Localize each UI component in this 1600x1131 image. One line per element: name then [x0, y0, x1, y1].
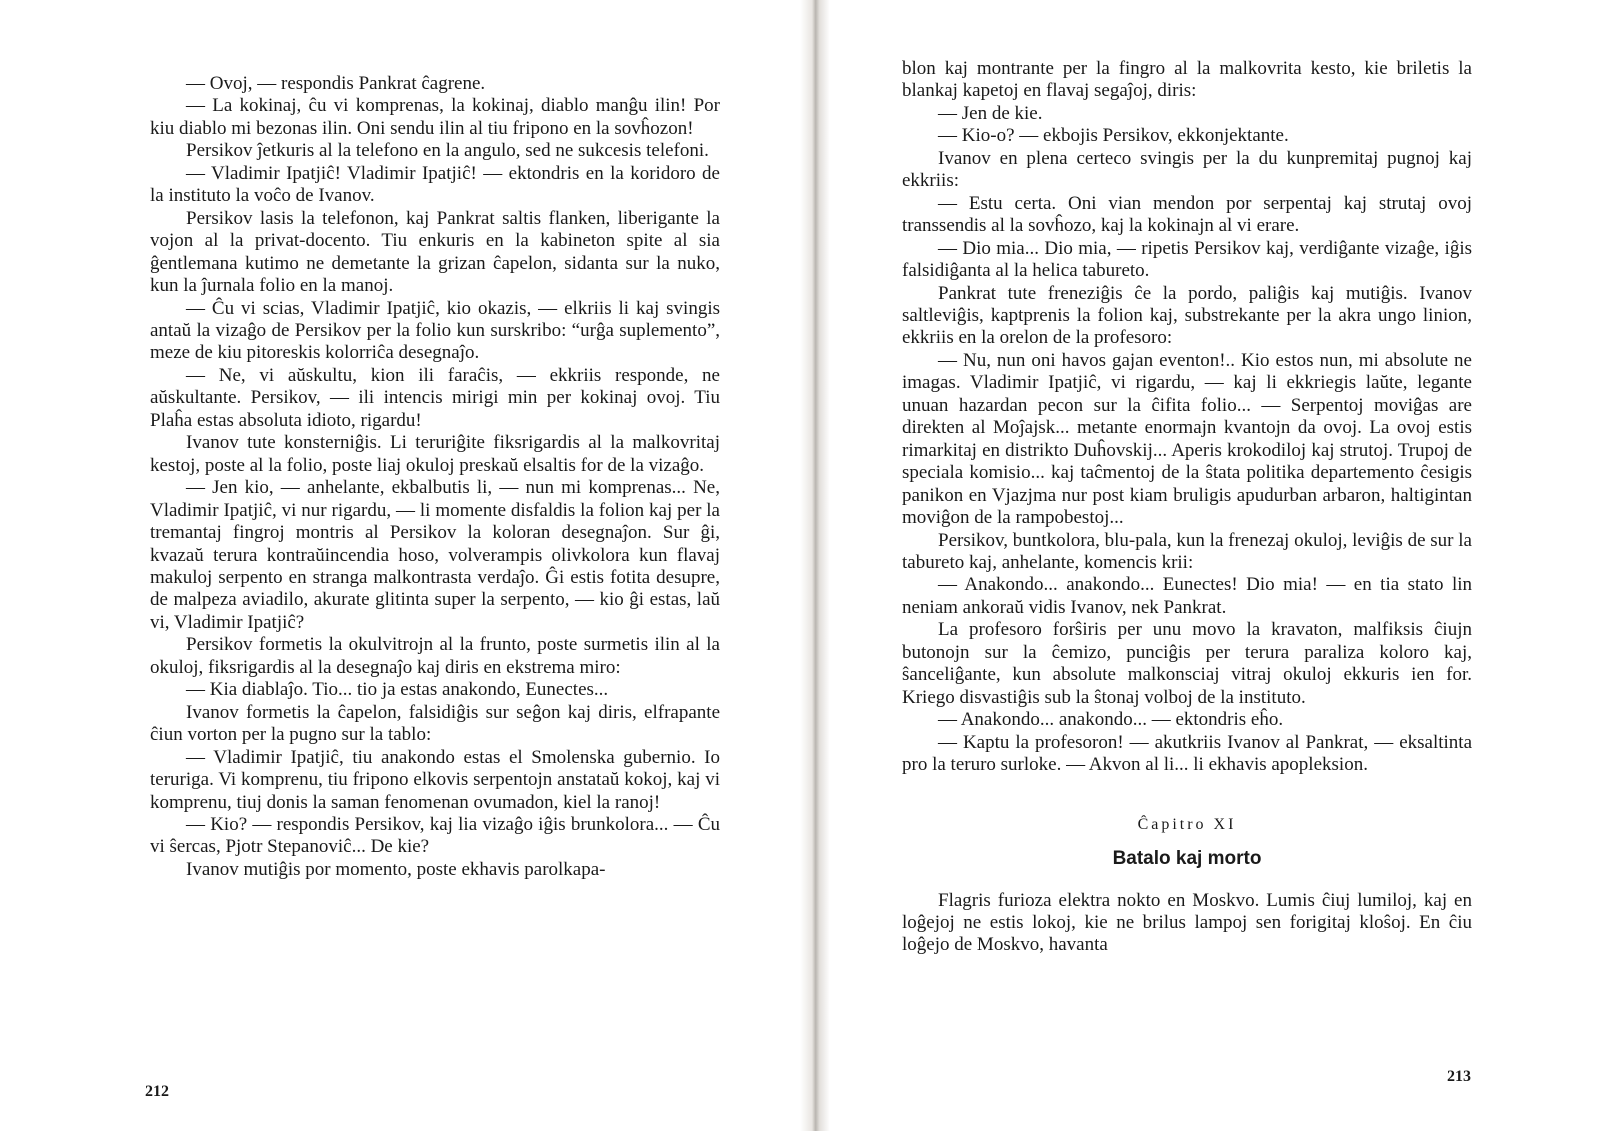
left-page-text: [150, 73, 720, 881]
right-page-text: [902, 58, 1472, 957]
paragraph: — Vladimir Ipatjiĉ! Vladimir Ipatjiĉ! — ektondris en la koridoro de la instituto la voĉo de Ivanov.: [150, 162, 720, 207]
paragraph: Persikov ĵetkuris al la telefono en la angulo, sed ne sukcesis telefoni.: [186, 140, 709, 162]
paragraph: Pankrat tute freneziĝis ĉe la pordo, paliĝis kaj mutiĝis. Ivanov saltleviĝis, kaptprenis la folion kaj, substrekante per la akra ungo linion, ekkriis en la orelon de la profesoro:: [902, 282, 1472, 349]
paragraph: blon kaj montrante per la fingro al la malkovrita kesto, kie briletis la blankaj kapetoj en flavaj segaĵoj, diris:: [902, 58, 1472, 102]
paragraph: — Dio mia... Dio mia, — ripetis Persikov kaj, verdiĝante vizaĝe, iĝis falsidiĝanta al la helica tabureto.: [902, 237, 1472, 282]
paragraph: Ivanov tute konsterniĝis. Li teruriĝite fiksrigardis al la malkovritaj kestoj, poste al la folio, poste liaj okuloj preskaŭ elsaltis for de la vizaĝo.: [150, 432, 720, 476]
paragraph: Flagris furioza elektra nokto en Moskvo. Lumis ĉiuj lumiloj, kaj en loĝejoj ne estis lokoj, kie ne brilus lampoj sen forigitaj kloŝoj. En ĉiu loĝejo de Moskvo, havanta: [902, 889, 1472, 956]
book-gutter: [800, 0, 830, 1131]
paragraph: — Kio-o? — ekbojis Persikov, ekkonjektante.: [938, 125, 1289, 147]
paragraph: — Ovoj, — respondis Pankrat ĉagrene.: [186, 73, 486, 94]
paragraph: — Kio? — respondis Persikov, kaj lia vizaĝo iĝis brunkolora... — Ĉu vi ŝercas, Pjotr Stepanoviĉ... De kie?: [150, 813, 720, 858]
paragraph: — Kia diablaĵo. Tio... tio ja estas anakondo, Eunectes...: [186, 679, 609, 701]
paragraph: — Kaptu la profesoron! — akutkriis Ivanov al Pankrat, — eksaltinta pro la teruro surloke. — Akvon al li... li ekhavis apopleksion.: [902, 731, 1472, 776]
paragraph: Persikov, buntkolora, blu-pala, kun la frenezaj okuloj, leviĝis de sur la tabureto kaj, anhelante, komencis krii:: [902, 529, 1472, 573]
paragraph: — Ĉu vi scias, Vladimir Ipatjiĉ, kio okazis, — elkriis li kaj svingis antaŭ la vizaĝo de Persikov per la folio kun surskribo: “urĝa suplemento”, meze de kiu pitoreskis kolorriĉa desegnaĵo.: [150, 297, 720, 364]
paragraph: Ivanov en plena certeco svingis per la du kunpremitaj pugnoj kaj ekkriis:: [902, 147, 1472, 192]
paragraph: — Ne, vi aŭskultu, kion ili faraĉis, — ekkriis responde, ne aŭskultante. Persikov, — ili intencis mirigi min per kokinaj ovoj. Tiu Plaĥa estas absoluta idioto, rigardu!: [150, 364, 720, 431]
paragraph: — Anakondo... anakondo... — ektondris eĥo.: [938, 709, 1284, 731]
chapter-spacer: [902, 871, 1472, 890]
chapter-title: Batalo kaj morto: [1112, 847, 1262, 869]
paragraph: Persikov formetis la okulvitrojn al la frunto, poste surmetis ilin al la okuloj, fiksrigardis al la desegnaĵo kaj diris en ekstrema miro:: [150, 634, 720, 678]
paragraph: Ivanov mutiĝis por momento, poste ekhavis parolkapa-: [186, 858, 606, 880]
paragraph: La profesoro forŝiris per unu movo la kravaton, malfiksis ĉiujn butonojn sur la ĉemizo, punciĝis per terura paraliza koloro kaj, ŝanceliĝante, kun absolute malkonsciaj vitraj okuloj ekkuris ien for. Kriego disvastiĝis sub la ŝtonaj volboj de la instituto.: [902, 619, 1472, 708]
paragraph: Ivanov formetis la ĉapelon, falsidiĝis sur seĝon kaj diris, elfrapante ĉiun vorton per la pugno sur la tablo:: [150, 701, 720, 746]
page-number-left: 212: [145, 1083, 169, 1100]
right-page: [815, 0, 1600, 1131]
paragraph: — Vladimir Ipatjiĉ, tiu anakondo estas el Smolenska gubernio. Io teruriga. Vi komprenu, tiu fripono elkovis serpentojn anstataŭ kokoj, kaj vi komprenu, tiuj donis la saman fenomenan ovumadon, kiel la ranoj!: [150, 746, 720, 813]
chapter-label: Ĉapitro XI: [1137, 815, 1237, 833]
paragraph: — La kokinaj, ĉu vi komprenas, la kokinaj, diablo manĝu ilin! Por kiu diablo mi bezonas ilin. Oni sendu ilin al tiu fripono en la sovĥozon!: [150, 95, 720, 139]
paragraph: — Jen de kie.: [938, 102, 1043, 124]
paragraph: — Anakondo... anakondo... Eunectes! Dio mia! — en tia stato lin neniam ankoraŭ vidis Ivanov, nek Pankrat.: [902, 574, 1472, 618]
paragraph: — Nu, nun oni havos gajan eventon!.. Kio estos nun, mi absolute ne imagas. Vladimir Ipatjiĉ, vi rigardu, — kaj li ekkriegis laŭte, legante unuan hazardan pecon sur la ĉifita folio... — Serpentoj moviĝas are direkten al Moĵajsk... metante enormajn kvantojn da ovoj. La ovoj estis rimarkitaj en distrikto Duĥovskij... Aperis krokodiloj kaj strutoj. Trupoj de speciala komisio... kaj taĉmentoj de la ŝtata politika departemento ĉesigis panikon en Vjazjma nur post kiam bruligis apudurban arbaron, haltigintan moviĝon de la rampobestoj...: [902, 349, 1472, 529]
paragraph: — Estu certa. Oni vian mendon por serpentaj kaj strutaj ovoj transsendis al la sovĥozo, kaj la kokinajn al vi erare.: [902, 192, 1472, 237]
paragraph: Persikov lasis la telefonon, kaj Pankrat saltis flanken, liberigante la vojon al la privat-docento. Tiu enkuris en la kabineton spite al sia ĝentlemana kutimo ne demetante la grizan ĉapelon, sidanta sur la nuko, kun la ĵurnala folio en la manoj.: [150, 207, 720, 297]
page-number-right: 213: [1447, 1068, 1471, 1085]
paragraph: — Jen kio, — anhelante, ekbalbutis li, — nun mi komprenas... Ne, Vladimir Ipatjiĉ, vi nur rigardu, — li momente disfaldis la folion kaj per la tremantaj fingroj montris al Persikov la koloran desegnaĵon. Sur ĝi, kvazaŭ terura kontraŭincendia hoso, volverampis olivkolora kun flavaj makuloj serpento en stranga malkontrasta verdaĵo. Ĝi estis fotita desupre, de malpeza aviadilo, akurate glitinta super la serpento, — kio ĝi estas, laŭ vi, Vladimir Ipatjiĉ?: [150, 477, 720, 633]
